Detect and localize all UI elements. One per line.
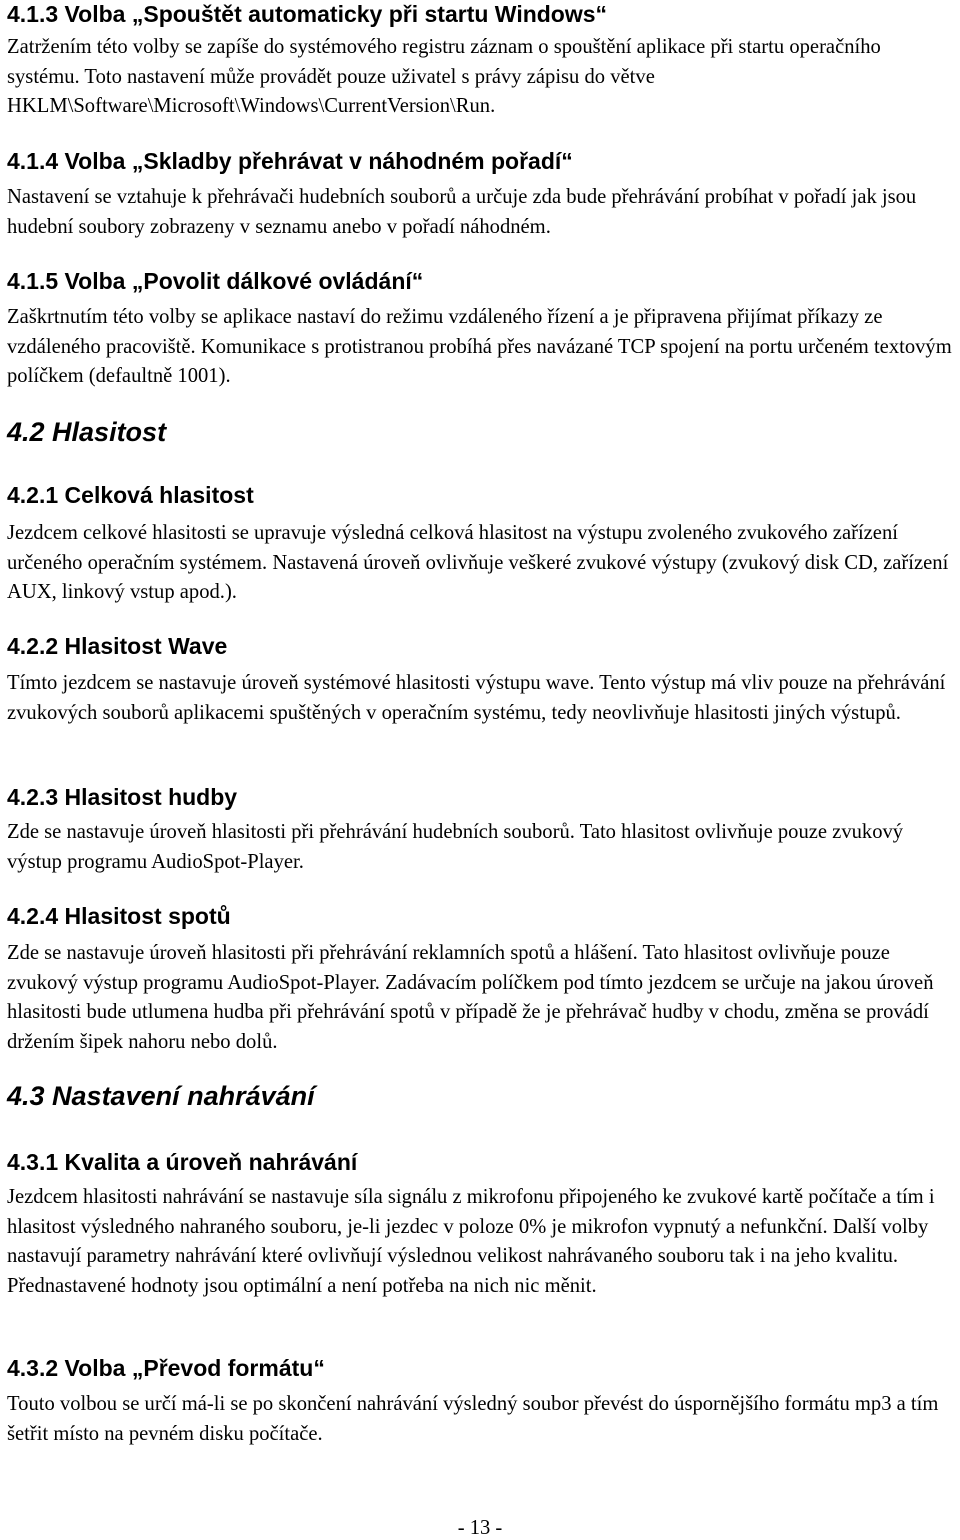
paragraph-4-1-4: Nastavení se vztahuje k přehrávači hudebních souborů a určuje zda bude přehrávání probíhat v pořadí jak jsou hudební soubory zobrazeny v seznamu anebo v pořadí náhodném. [7, 186, 917, 238]
heading-4-3-2: 4.3.2 Volba „Převod formátu“ [7, 1355, 325, 1381]
heading-4-2-2: 4.2.2 Hlasitost Wave [7, 633, 228, 659]
heading-4-2-4: 4.2.4 Hlasitost spotů [7, 903, 231, 929]
heading-4-2-1: 4.2.1 Celková hlasitost [7, 482, 254, 508]
paragraph-4-1-3: Zatržením této volby se zapíše do systémového registru záznam o spouštění aplikace při startu operačního systému. Toto nastavení může provádět pouze uživatel s právy zápisu do větve HKLM\Software\Microsoft\Windows\CurrentVersion\Run. [7, 36, 881, 117]
paragraph-4-2-3: Zde se nastavuje úroveň hlasitosti při přehrávání hudebních souborů. Tato hlasitost ovlivňuje pouze zvukový výstup programu AudioSpot-Player. [7, 821, 904, 873]
page-number: - 13 - [457, 1517, 503, 1539]
heading-4-3-1: 4.3.1 Kvalita a úroveň nahrávání [7, 1149, 358, 1175]
heading-4-3: 4.3 Nastavení nahrávání [7, 1081, 315, 1111]
heading-4-2-3: 4.2.3 Hlasitost hudby [7, 784, 238, 810]
paragraph-4-1-5: Zaškrtnutím této volby se aplikace nastaví do režimu vzdáleného řízení a je připravena přijímat příkazy ze vzdáleného pracoviště. Komunikace s protistranou probíhá přes navázané TCP spojení na portu určeném textovým políčkem (defaultně 1001). [7, 306, 952, 387]
paragraph-4-2-1: Jezdcem celkové hlasitosti se upravuje výsledná celková hlasitost na výstupu zvoleného zvukového zařízení určeného operačním systémem. Nastavená úroveň ovlivňuje veškeré zvukové výstupy (zvukový disk CD, zařízení AUX, linkový vstup apod.). [7, 522, 949, 603]
paragraph-4-2-4: Zde se nastavuje úroveň hlasitosti při přehrávání reklamních spotů a hlášení. Tato hlasitost ovlivňuje pouze zvukový výstup programu AudioSpot-Player. Zadávacím políčkem pod tímto jezdcem se určuje na jakou úroveň hlasitosti bude utlumena hudba při přehrávání spotů v případě že je přehrávač hudby v chodu, změna se provádí držením šipek nahoru nebo dolů. [7, 942, 934, 1053]
heading-4-2: 4.2 Hlasitost [7, 417, 167, 447]
paragraph-4-3-1: Jezdcem hlasitosti nahrávání se nastavuje síla signálu z mikrofonu připojeného ke zvukové kartě počítače a tím i hlasitost výsledného nahraného souboru, je-li jezdec v poloze 0% je mikrofon vypnutý a nefunkční. Další volby nastavují parametry nahrávání které ovlivňují výslednou velikost nahrávaného souboru tak i na jeho kvalitu. Přednastavené hodnoty jsou optimální a není potřeba na nich nic měnit. [7, 1186, 935, 1297]
paragraph-4-2-2: Tímto jezdcem se nastavuje úroveň systémové hlasitosti výstupu wave. Tento výstup má vliv pouze na přehrávání zvukových souborů aplikacemi spuštěných v operačním systému, tedy neovlivňuje hlasitosti jiných výstupů. [7, 672, 946, 724]
heading-4-1-5: 4.1.5 Volba „Povolit dálkové ovládání“ [7, 268, 424, 294]
heading-4-1-3: 4.1.3 Volba „Spouštět automaticky při startu Windows“ [7, 1, 608, 27]
heading-4-1-4: 4.1.4 Volba „Skladby přehrávat v náhodném pořadí“ [7, 148, 573, 174]
paragraph-4-3-2: Touto volbou se určí má-li se po skončení nahrávání výsledný soubor převést do úspornějšího formátu mp3 a tím šetřit místo na pevném disku počítače. [7, 1393, 939, 1445]
